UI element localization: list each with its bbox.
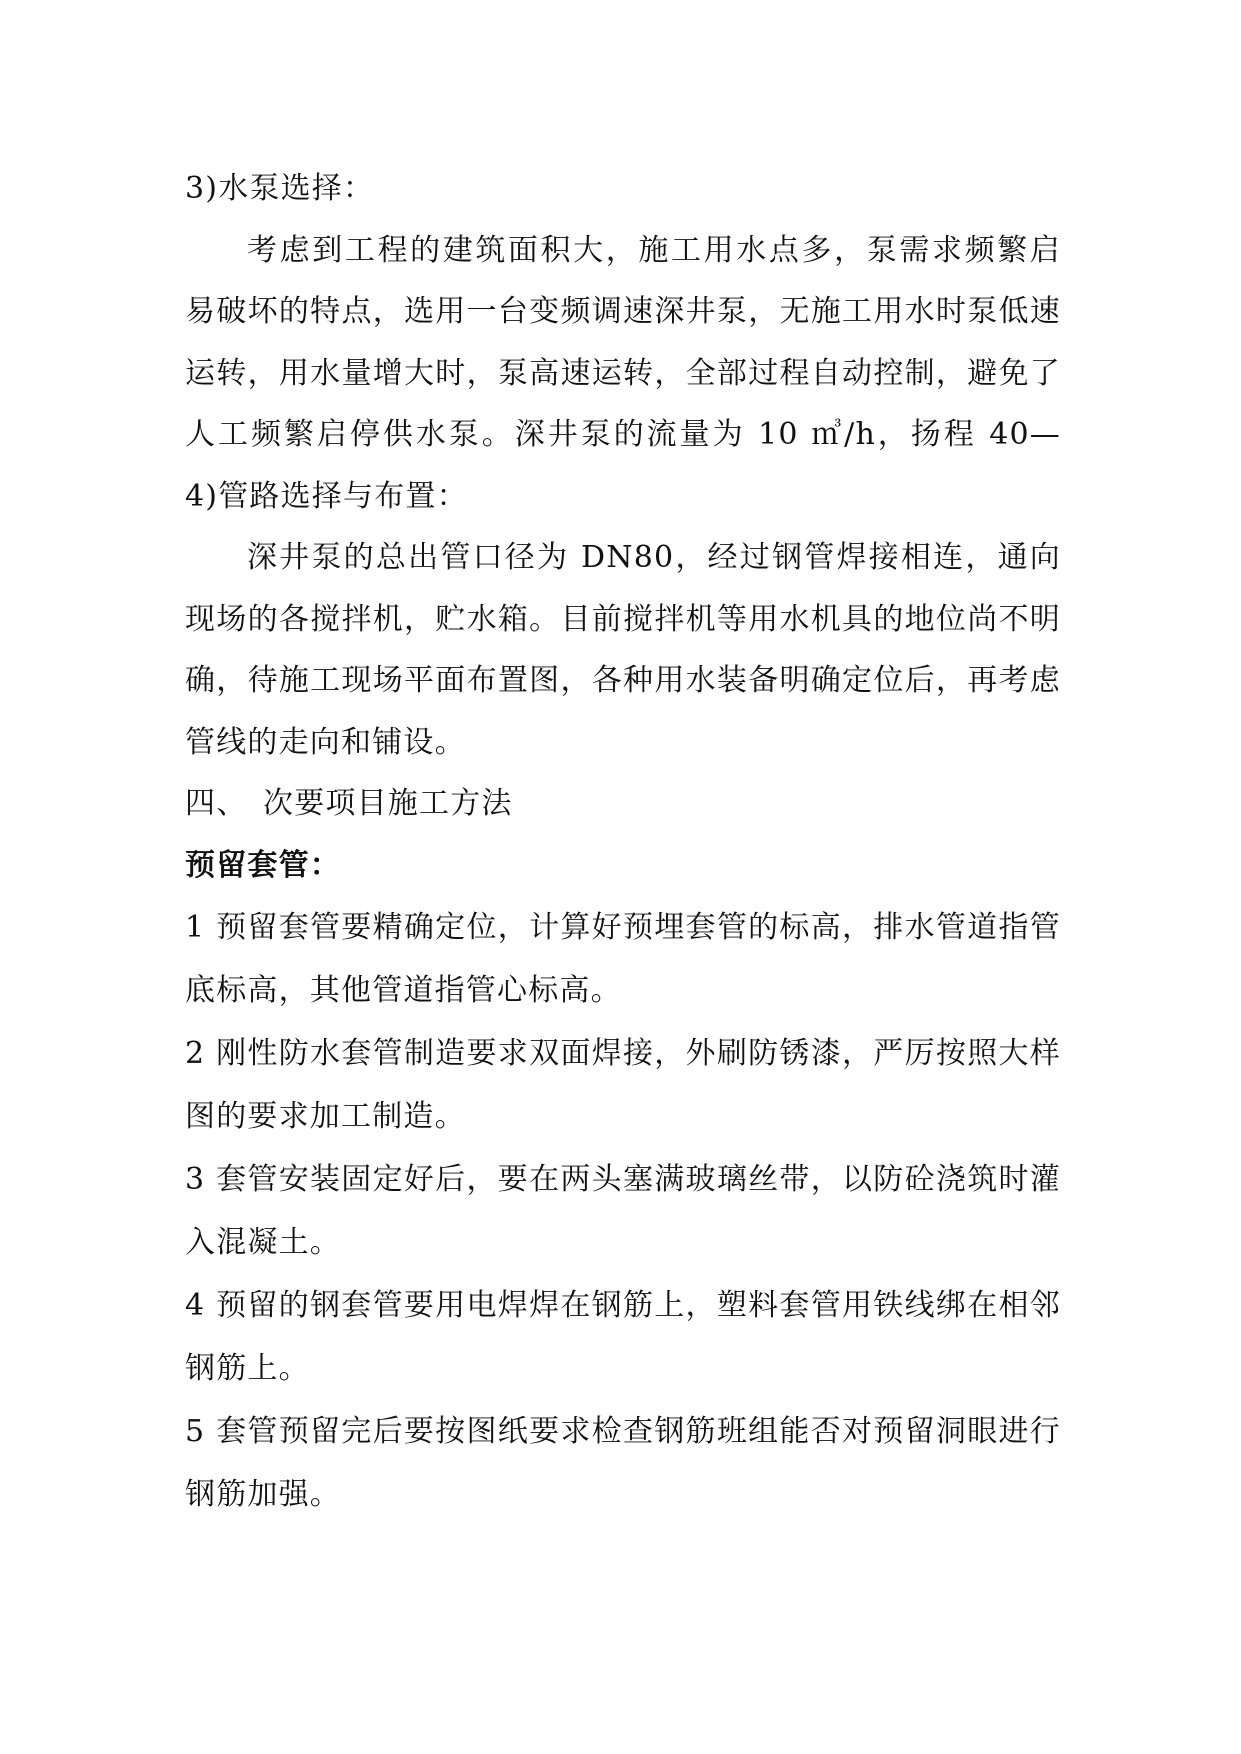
- pipe-paragraph-line: 管线的走向和铺设。: [185, 724, 466, 760]
- sleeve-item-line: 底标高，其他管道指管心标高。: [185, 973, 622, 1008]
- pipe-paragraph-line: 深井泵的总出管口径为 DN80，经过钢管焊接相连，通向: [247, 540, 1061, 575]
- pump-paragraph-line: 易破坏的特点，选用一台变频调速深井泵，无施工用水时泵低速: [185, 294, 1061, 329]
- sleeve-item-line: 4 预留的钢套管要用电焊焊在钢筋上，塑料套管用铁线绑在相邻: [185, 1288, 1061, 1323]
- section-title: 次要项目施工方法: [263, 786, 513, 821]
- sleeve-item-line: 2 刚性防水套管制造要求双面焊接，外刷防锈漆，严厉按照大样: [185, 1036, 1061, 1071]
- sleeve-item-line: 钢筋加强。: [185, 1477, 341, 1512]
- pump-paragraph-line: 人工频繁启停供水泵。深井泵的流量为 10 ㎥/h，扬程 40—: [185, 417, 1061, 452]
- sleeve-item-line: 1 预留套管要精确定位，计算好预埋套管的标高，排水管道指管: [185, 910, 1061, 945]
- pump-paragraph-line: 考虑到工程的建筑面积大，施工用水点多，泵需求频繁启: [247, 232, 1061, 268]
- sleeve-item-line: 入混凝土。: [185, 1225, 341, 1260]
- secondary-methods-heading: [185, 773, 1061, 835]
- section-number: 四、: [185, 786, 248, 821]
- pump-paragraph-line: 运转，用水量增大时，泵高速运转，全部过程自动控制，避免了: [185, 355, 1061, 391]
- sleeve-item-line: 3 套管安装固定好后，要在两头塞满玻璃丝带，以防砼浇筑时灌: [185, 1162, 1061, 1197]
- pipe-paragraph-line: 现场的各搅拌机，贮水箱。目前搅拌机等用水机具的地位尚不明: [185, 601, 1061, 637]
- sleeve-item-line: 钢筋上。: [185, 1351, 310, 1386]
- sleeve-item-line: 图的要求加工制造。: [185, 1099, 466, 1134]
- sleeve-item-line: 5 套管预留完后要按图纸要求检查钢筋班组能否对预留洞眼进行: [185, 1414, 1061, 1449]
- pipe-layout-heading: 4)管路选择与布置：: [185, 478, 468, 514]
- pump-selection-heading: 3)水泵选择：: [185, 171, 375, 206]
- document-body: [185, 158, 1061, 1526]
- pipe-paragraph-line: 确，待施工现场平面布置图，各种用水装备明确定位后，再考虑: [185, 663, 1061, 698]
- reserved-sleeve-heading: 预留套管：: [185, 847, 341, 883]
